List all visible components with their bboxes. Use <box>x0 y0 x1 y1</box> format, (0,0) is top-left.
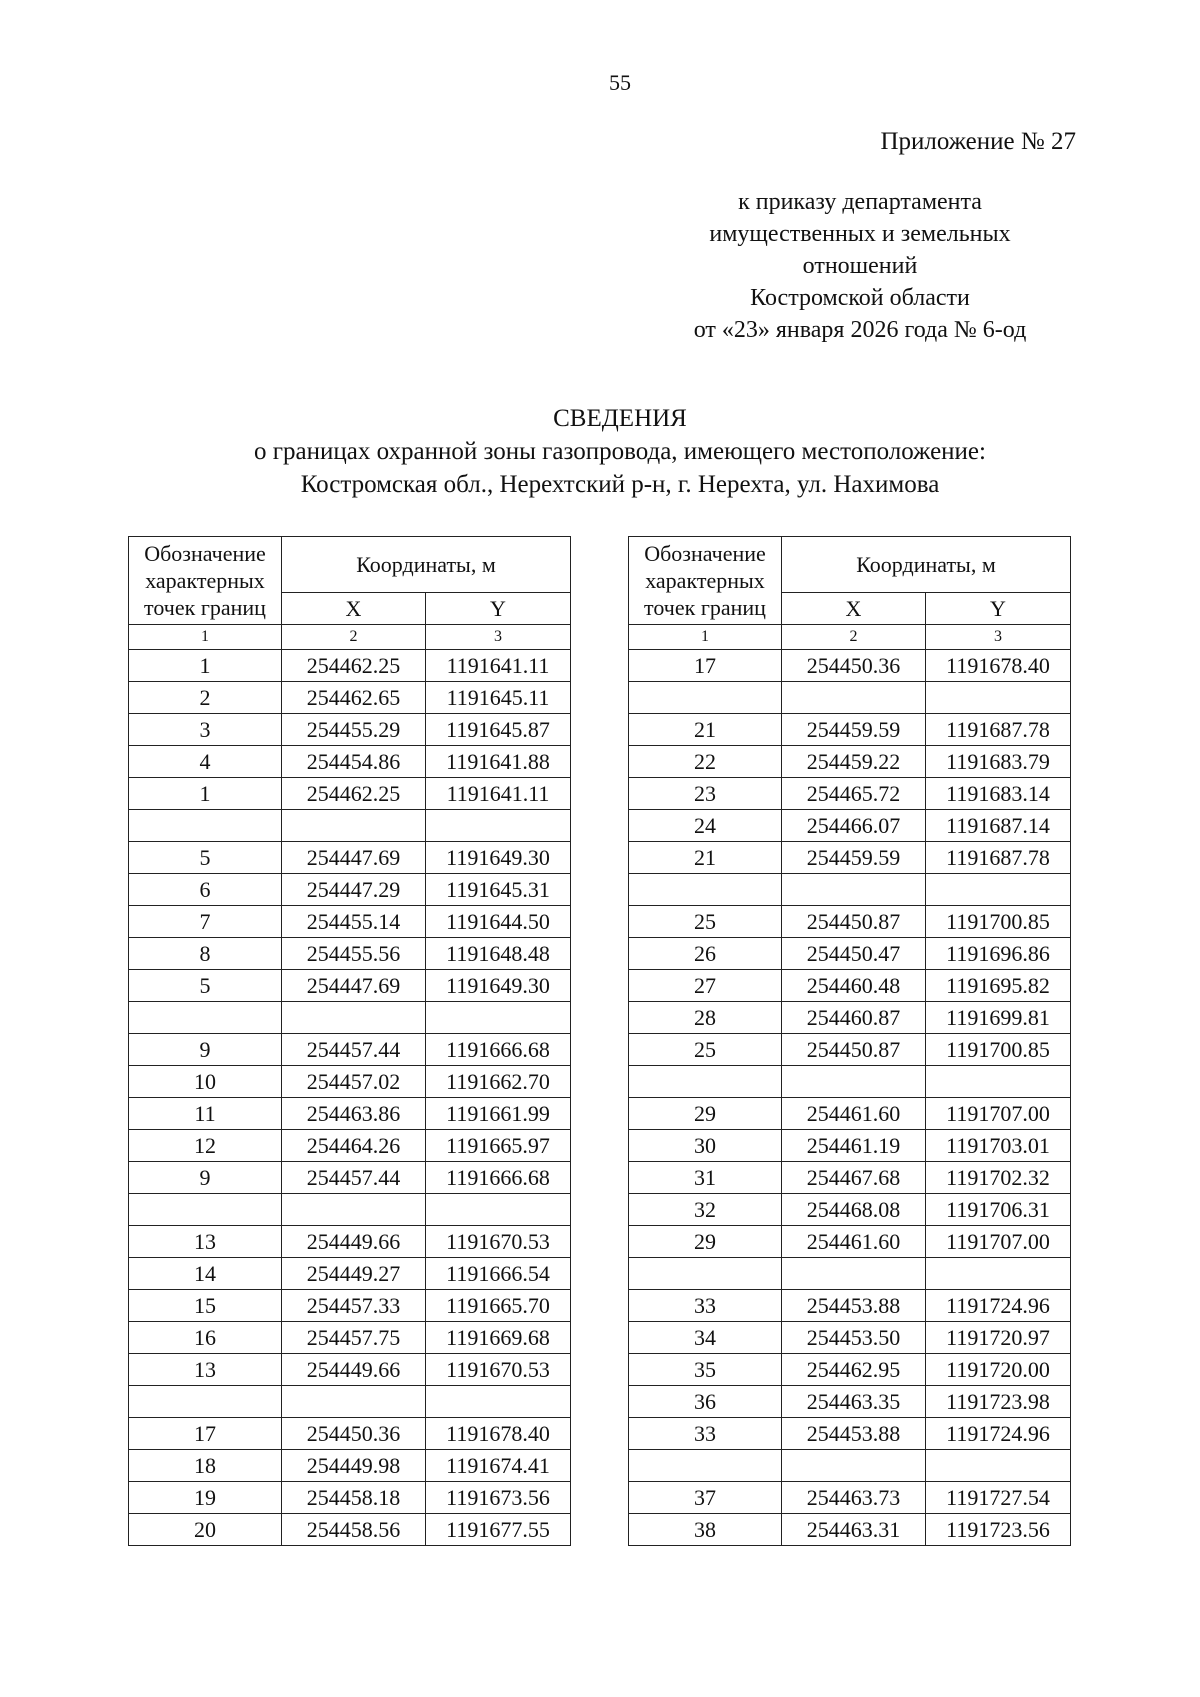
point-number-cell <box>129 810 282 842</box>
table-row <box>629 1002 1071 1034</box>
x-coordinate-cell: 254450.36 <box>282 1418 426 1450</box>
order-line: к приказу департамента <box>738 189 982 215</box>
point-number-cell: 29 <box>629 1226 782 1258</box>
point-number-cell: 33 <box>629 1290 782 1322</box>
x-coordinate-cell: 254459.59 <box>782 714 926 746</box>
table-row <box>129 938 571 970</box>
table-row <box>129 874 571 906</box>
coordinates-table-right <box>628 536 1071 1546</box>
x-coordinate-cell: 254459.59 <box>782 842 926 874</box>
point-number-cell: 4 <box>129 746 282 778</box>
designation-header <box>129 537 282 625</box>
y-coordinate-cell: 1191707.00 <box>926 1226 1071 1258</box>
point-number-cell <box>629 1066 782 1098</box>
x-coordinate-cell: 254463.73 <box>782 1482 926 1514</box>
table-row <box>129 970 571 1002</box>
y-coordinate-cell <box>426 1002 571 1034</box>
table-row <box>629 1098 1071 1130</box>
x-coordinate-cell: 254466.07 <box>782 810 926 842</box>
x-coordinate-cell: 254464.26 <box>282 1130 426 1162</box>
point-number-cell: 3 <box>129 714 282 746</box>
point-number-cell: 17 <box>129 1418 282 1450</box>
y-coordinate-cell: 1191641.11 <box>426 650 571 682</box>
x-coordinate-cell: 254459.22 <box>782 746 926 778</box>
y-coordinate-cell: 1191661.99 <box>426 1098 571 1130</box>
x-coordinate-cell: 254457.02 <box>282 1066 426 1098</box>
x-coordinate-cell: 254447.69 <box>282 970 426 1002</box>
designation-header-line: Обозначение <box>644 541 766 566</box>
y-coordinate-cell: 1191641.11 <box>426 778 571 810</box>
point-number-cell: 36 <box>629 1386 782 1418</box>
x-coordinate-cell <box>782 874 926 906</box>
table-row <box>629 1066 1071 1098</box>
point-number-cell: 13 <box>129 1226 282 1258</box>
document-heading <box>0 402 1200 501</box>
x-coordinate-cell: 254468.08 <box>782 1194 926 1226</box>
designation-header-line: точек границ <box>644 595 766 620</box>
table-row <box>129 1226 571 1258</box>
designation-header-line: характерных <box>145 568 265 593</box>
table-row <box>629 874 1071 906</box>
point-number-cell: 1 <box>129 650 282 682</box>
x-coordinate-cell <box>782 682 926 714</box>
x-coordinate-cell: 254462.25 <box>282 650 426 682</box>
point-number-cell: 22 <box>629 746 782 778</box>
order-reference <box>620 186 1100 346</box>
point-number-cell: 38 <box>629 1514 782 1546</box>
point-number-cell: 21 <box>629 842 782 874</box>
y-coordinate-cell: 1191674.41 <box>426 1450 571 1482</box>
x-coordinate-cell: 254461.19 <box>782 1130 926 1162</box>
point-number-cell: 7 <box>129 906 282 938</box>
x-header: X <box>282 593 426 625</box>
table-row <box>629 810 1071 842</box>
table-row <box>129 1002 571 1034</box>
x-coordinate-cell: 254462.25 <box>282 778 426 810</box>
table-row <box>629 1194 1071 1226</box>
point-number-cell: 14 <box>129 1258 282 1290</box>
y-coordinate-cell <box>926 1258 1071 1290</box>
y-coordinate-cell: 1191678.40 <box>926 650 1071 682</box>
y-coordinate-cell: 1191641.88 <box>426 746 571 778</box>
table-row <box>129 1034 571 1066</box>
x-coordinate-cell <box>282 1194 426 1226</box>
point-number-cell: 29 <box>629 1098 782 1130</box>
y-coordinate-cell: 1191706.31 <box>926 1194 1071 1226</box>
point-number-cell: 32 <box>629 1194 782 1226</box>
point-number-cell: 20 <box>129 1514 282 1546</box>
y-coordinate-cell: 1191662.70 <box>426 1066 571 1098</box>
table-row <box>129 1066 571 1098</box>
x-coordinate-cell: 254458.56 <box>282 1514 426 1546</box>
point-number-cell: 23 <box>629 778 782 810</box>
table-row <box>629 1290 1071 1322</box>
y-coordinate-cell: 1191665.97 <box>426 1130 571 1162</box>
point-number-cell: 18 <box>129 1450 282 1482</box>
y-coordinate-cell <box>926 874 1071 906</box>
y-coordinate-cell: 1191687.14 <box>926 810 1071 842</box>
table-row <box>629 778 1071 810</box>
table-row <box>629 842 1071 874</box>
x-coordinate-cell: 254449.66 <box>282 1354 426 1386</box>
point-number-cell: 9 <box>129 1034 282 1066</box>
table-row <box>629 938 1071 970</box>
point-number-cell <box>629 1450 782 1482</box>
y-coordinate-cell: 1191699.81 <box>926 1002 1071 1034</box>
y-coordinate-cell: 1191645.31 <box>426 874 571 906</box>
document-title: СВЕДЕНИЯ <box>553 405 687 432</box>
y-coordinate-cell: 1191669.68 <box>426 1322 571 1354</box>
point-number-cell: 28 <box>629 1002 782 1034</box>
x-coordinate-cell: 254447.69 <box>282 842 426 874</box>
table-row <box>629 1386 1071 1418</box>
y-coordinate-cell: 1191724.96 <box>926 1290 1071 1322</box>
point-number-cell <box>629 1258 782 1290</box>
y-coordinate-cell: 1191665.70 <box>426 1290 571 1322</box>
table-row <box>129 682 571 714</box>
x-coordinate-cell <box>782 1258 926 1290</box>
x-coordinate-cell: 254450.36 <box>782 650 926 682</box>
x-coordinate-cell: 254454.86 <box>282 746 426 778</box>
y-coordinate-cell: 1191666.68 <box>426 1034 571 1066</box>
x-coordinate-cell: 254463.31 <box>782 1514 926 1546</box>
point-number-cell: 2 <box>129 682 282 714</box>
point-number-cell <box>129 1386 282 1418</box>
table-row <box>129 1386 571 1418</box>
table-row <box>129 906 571 938</box>
y-coordinate-cell <box>926 1450 1071 1482</box>
order-line: имущественных и земельных <box>709 221 1011 247</box>
point-number-cell: 8 <box>129 938 282 970</box>
point-number-cell: 25 <box>629 906 782 938</box>
table-row <box>629 1418 1071 1450</box>
point-number-cell: 5 <box>129 970 282 1002</box>
x-coordinate-cell: 254449.98 <box>282 1450 426 1482</box>
table-row <box>129 1130 571 1162</box>
x-coordinate-cell <box>282 1002 426 1034</box>
y-coordinate-cell: 1191649.30 <box>426 970 571 1002</box>
document-subtitle: о границах охранной зоны газопровода, имеющего местоположение: <box>254 438 986 465</box>
column-number: 2 <box>782 625 926 650</box>
point-number-cell: 5 <box>129 842 282 874</box>
y-coordinate-cell: 1191666.68 <box>426 1162 571 1194</box>
column-number: 2 <box>282 625 426 650</box>
x-coordinate-cell: 254461.60 <box>782 1098 926 1130</box>
order-line: отношений <box>802 253 918 279</box>
x-coordinate-cell: 254465.72 <box>782 778 926 810</box>
point-number-cell: 11 <box>129 1098 282 1130</box>
point-number-cell: 19 <box>129 1482 282 1514</box>
y-coordinate-cell: 1191644.50 <box>426 906 571 938</box>
y-coordinate-cell: 1191687.78 <box>926 842 1071 874</box>
table-row <box>629 1162 1071 1194</box>
point-number-cell: 15 <box>129 1290 282 1322</box>
point-number-cell: 1 <box>129 778 282 810</box>
table-row <box>629 1514 1071 1546</box>
table-row <box>129 810 571 842</box>
x-coordinate-cell <box>282 1386 426 1418</box>
y-coordinate-cell: 1191695.82 <box>926 970 1071 1002</box>
y-coordinate-cell: 1191720.97 <box>926 1322 1071 1354</box>
designation-header-line: точек границ <box>144 595 266 620</box>
y-coordinate-cell: 1191645.11 <box>426 682 571 714</box>
point-number-cell: 6 <box>129 874 282 906</box>
point-number-cell: 21 <box>629 714 782 746</box>
y-coordinate-cell <box>426 810 571 842</box>
y-coordinate-cell <box>426 1386 571 1418</box>
y-coordinate-cell <box>926 682 1071 714</box>
table-row <box>129 714 571 746</box>
table-row <box>629 1034 1071 1066</box>
x-coordinate-cell: 254449.27 <box>282 1258 426 1290</box>
y-coordinate-cell: 1191727.54 <box>926 1482 1071 1514</box>
table-row <box>129 1418 571 1450</box>
table-row <box>129 1354 571 1386</box>
point-number-cell <box>629 874 782 906</box>
table-row <box>129 746 571 778</box>
y-coordinate-cell: 1191707.00 <box>926 1098 1071 1130</box>
y-coordinate-cell: 1191702.32 <box>926 1162 1071 1194</box>
y-coordinate-cell: 1191683.79 <box>926 746 1071 778</box>
table-row <box>629 1258 1071 1290</box>
column-number: 1 <box>629 625 782 650</box>
x-coordinate-cell: 254463.35 <box>782 1386 926 1418</box>
y-coordinate-cell: 1191677.55 <box>426 1514 571 1546</box>
y-coordinate-cell <box>426 1194 571 1226</box>
x-coordinate-cell: 254453.88 <box>782 1418 926 1450</box>
x-coordinate-cell <box>282 810 426 842</box>
x-coordinate-cell: 254450.87 <box>782 906 926 938</box>
coordinates-header: Координаты, м <box>282 537 571 593</box>
y-coordinate-cell: 1191696.86 <box>926 938 1071 970</box>
table-row <box>629 1482 1071 1514</box>
coordinates-table-left <box>128 536 571 1546</box>
column-number: 1 <box>129 625 282 650</box>
order-line: Костромской области <box>750 285 970 311</box>
y-coordinate-cell: 1191700.85 <box>926 906 1071 938</box>
y-coordinate-cell: 1191687.78 <box>926 714 1071 746</box>
y-coordinate-cell: 1191649.30 <box>426 842 571 874</box>
column-number: 3 <box>926 625 1071 650</box>
point-number-cell: 25 <box>629 1034 782 1066</box>
table-row <box>629 1322 1071 1354</box>
point-number-cell: 16 <box>129 1322 282 1354</box>
point-number-cell: 31 <box>629 1162 782 1194</box>
point-number-cell: 9 <box>129 1162 282 1194</box>
y-coordinate-cell: 1191700.85 <box>926 1034 1071 1066</box>
table-row <box>129 1514 571 1546</box>
x-coordinate-cell: 254455.29 <box>282 714 426 746</box>
table-row <box>129 1194 571 1226</box>
x-coordinate-cell: 254457.75 <box>282 1322 426 1354</box>
x-coordinate-cell: 254462.95 <box>782 1354 926 1386</box>
table-row <box>629 1450 1071 1482</box>
y-coordinate-cell: 1191648.48 <box>426 938 571 970</box>
x-coordinate-cell: 254462.65 <box>282 682 426 714</box>
table-row <box>629 906 1071 938</box>
table-row <box>629 714 1071 746</box>
table-row <box>629 970 1071 1002</box>
document-location: Костромская обл., Нерехтский р-н, г. Нерехта, ул. Нахимова <box>300 471 940 498</box>
table-row <box>629 682 1071 714</box>
table-row <box>129 842 571 874</box>
point-number-cell: 26 <box>629 938 782 970</box>
x-coordinate-cell: 254455.56 <box>282 938 426 970</box>
y-coordinate-cell: 1191666.54 <box>426 1258 571 1290</box>
x-coordinate-cell: 254457.44 <box>282 1162 426 1194</box>
x-coordinate-cell: 254453.88 <box>782 1290 926 1322</box>
y-header: Y <box>926 593 1071 625</box>
x-coordinate-cell <box>782 1450 926 1482</box>
y-coordinate-cell: 1191683.14 <box>926 778 1071 810</box>
y-header: Y <box>426 593 571 625</box>
table-row <box>129 1450 571 1482</box>
table-row <box>129 1482 571 1514</box>
table-row <box>629 746 1071 778</box>
point-number-cell: 12 <box>129 1130 282 1162</box>
coordinates-header: Координаты, м <box>782 537 1071 593</box>
point-number-cell <box>629 682 782 714</box>
point-number-cell: 13 <box>129 1354 282 1386</box>
table-body-left <box>129 650 571 1546</box>
y-coordinate-cell: 1191723.56 <box>926 1514 1071 1546</box>
x-coordinate-cell: 254457.44 <box>282 1034 426 1066</box>
y-coordinate-cell: 1191724.96 <box>926 1418 1071 1450</box>
appendix-title: Приложение № 27 <box>880 128 1076 155</box>
x-coordinate-cell: 254450.47 <box>782 938 926 970</box>
x-coordinate-cell: 254457.33 <box>282 1290 426 1322</box>
column-number: 3 <box>426 625 571 650</box>
x-coordinate-cell: 254460.48 <box>782 970 926 1002</box>
point-number-cell: 30 <box>629 1130 782 1162</box>
table-row <box>129 1290 571 1322</box>
table-row <box>629 650 1071 682</box>
x-coordinate-cell: 254455.14 <box>282 906 426 938</box>
table-row <box>629 1130 1071 1162</box>
x-coordinate-cell: 254449.66 <box>282 1226 426 1258</box>
x-coordinate-cell: 254467.68 <box>782 1162 926 1194</box>
y-coordinate-cell: 1191670.53 <box>426 1354 571 1386</box>
table-row <box>129 778 571 810</box>
x-coordinate-cell: 254458.18 <box>282 1482 426 1514</box>
point-number-cell <box>129 1194 282 1226</box>
y-coordinate-cell: 1191673.56 <box>426 1482 571 1514</box>
x-coordinate-cell: 254461.60 <box>782 1226 926 1258</box>
table-row <box>129 1322 571 1354</box>
point-number-cell: 34 <box>629 1322 782 1354</box>
x-coordinate-cell <box>782 1066 926 1098</box>
table-row <box>129 1098 571 1130</box>
table-row <box>129 1258 571 1290</box>
y-coordinate-cell: 1191645.87 <box>426 714 571 746</box>
page-number: 55 <box>609 70 631 95</box>
y-coordinate-cell: 1191678.40 <box>426 1418 571 1450</box>
x-coordinate-cell: 254453.50 <box>782 1322 926 1354</box>
table-row <box>129 650 571 682</box>
y-coordinate-cell: 1191703.01 <box>926 1130 1071 1162</box>
point-number-cell: 17 <box>629 650 782 682</box>
table-row <box>129 1162 571 1194</box>
x-coordinate-cell: 254460.87 <box>782 1002 926 1034</box>
table-row <box>629 1354 1071 1386</box>
point-number-cell: 27 <box>629 970 782 1002</box>
y-coordinate-cell: 1191720.00 <box>926 1354 1071 1386</box>
y-coordinate-cell: 1191670.53 <box>426 1226 571 1258</box>
designation-header <box>629 537 782 625</box>
point-number-cell: 33 <box>629 1418 782 1450</box>
point-number-cell: 10 <box>129 1066 282 1098</box>
table-row <box>629 1226 1071 1258</box>
designation-header-line: характерных <box>645 568 765 593</box>
point-number-cell: 24 <box>629 810 782 842</box>
point-number-cell <box>129 1002 282 1034</box>
x-coordinate-cell: 254447.29 <box>282 874 426 906</box>
x-coordinate-cell: 254450.87 <box>782 1034 926 1066</box>
x-coordinate-cell: 254463.86 <box>282 1098 426 1130</box>
x-header: X <box>782 593 926 625</box>
designation-header-line: Обозначение <box>144 541 266 566</box>
table-body-right <box>629 650 1071 1546</box>
point-number-cell: 37 <box>629 1482 782 1514</box>
point-number-cell: 35 <box>629 1354 782 1386</box>
y-coordinate-cell: 1191723.98 <box>926 1386 1071 1418</box>
y-coordinate-cell <box>926 1066 1071 1098</box>
order-line: от «23» января 2026 года № 6-од <box>693 317 1027 343</box>
